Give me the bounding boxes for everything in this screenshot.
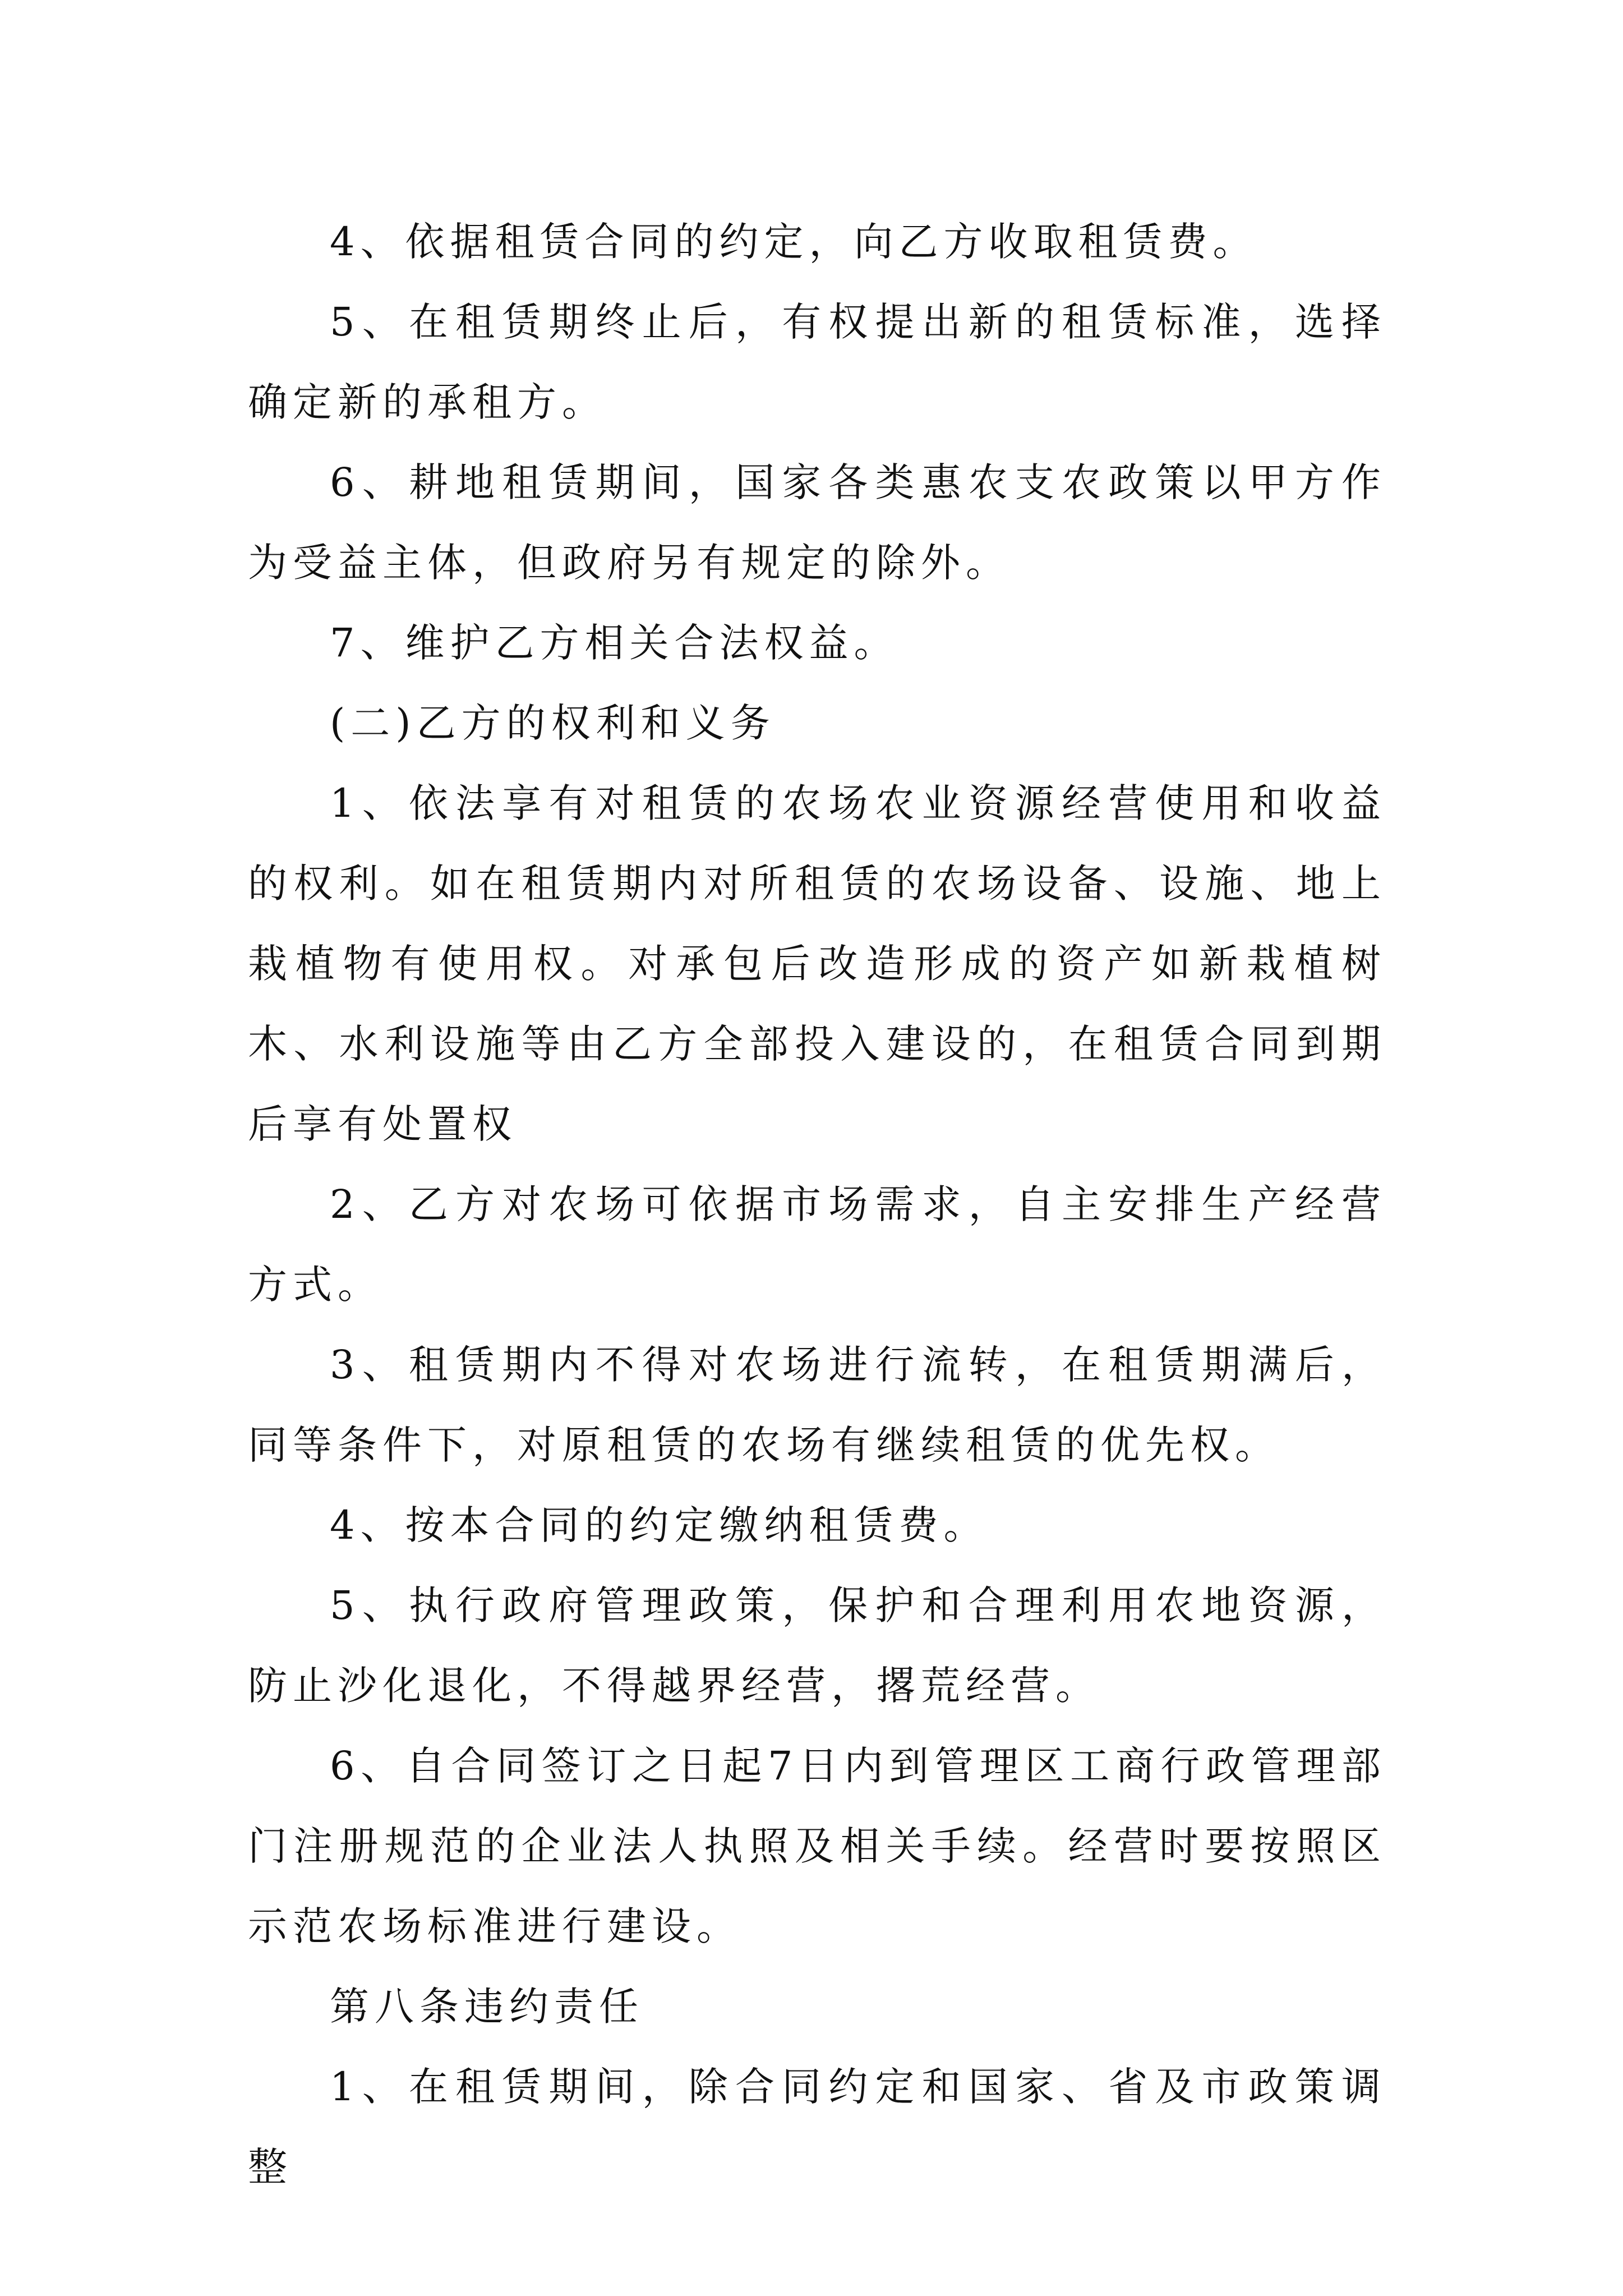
paragraph: 4、按本合同的约定缴纳租赁费。 (330, 1502, 989, 1548)
paragraph: 6、自合同签订之日起7日内到管理区工商行政管理部门注册规范的企业法人执照及相关手续。经营时要按照区示范农场标准进行建设。 (248, 1743, 1386, 1949)
section-heading: (二)乙方的权利和义务 (330, 700, 776, 746)
paragraph: 3、租赁期内不得对农场进行流转，在租赁期满后，同等条件下，对原租赁的农场有继续租赁的优先权。 (248, 1342, 1386, 1468)
paragraph: 5、执行政府管理政策，保护和合理利用农地资源，防止沙化退化，不得越界经营，撂荒经营。 (248, 1582, 1386, 1709)
paragraph: 2、乙方对农场可依据市场需求，自主安排生产经营方式。 (248, 1181, 1386, 1308)
article-heading: 第八条违约责任 (330, 1984, 644, 2030)
paragraph: 5、在租赁期终止后，有权提出新的租赁标准，选择确定新的承租方。 (248, 299, 1386, 425)
paragraph: 4、依据租赁合同的约定，向乙方收取租赁费。 (330, 219, 1258, 265)
document-body (248, 202, 1386, 2207)
paragraph: 6、耕地租赁期间，国家各类惠农支农政策以甲方作为受益主体，但政府另有规定的除外。 (248, 459, 1386, 586)
paragraph: 1、在租赁期间，除合同约定和国家、省及市政策调整 (248, 2064, 1386, 2190)
paragraph: 1、依法享有对租赁的农场农业资源经营使用和收益的权利。如在租赁期内对所租赁的农场设备、设施、地上栽植物有使用权。对承包后改造形成的资产如新栽植树木、水利设施等由乙方全部投入建设的，在租赁合同到期后享有处置权 (248, 780, 1386, 1147)
paragraph: 7、维护乙方相关合法权益。 (330, 620, 899, 666)
